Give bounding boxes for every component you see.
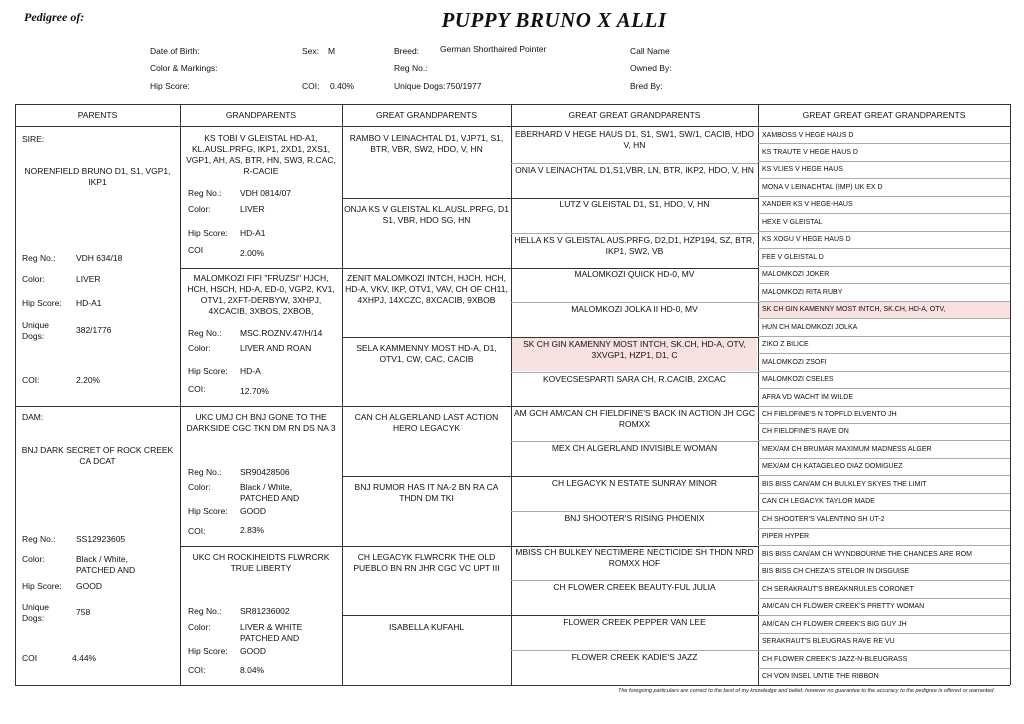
ggg-row-divider <box>758 283 1010 284</box>
grandparent-color-label: Color: <box>188 622 211 632</box>
ggg-grandparent-row: SK CH GIN KAMENNY MOST INTCH, SK.CH, HD-A, OTV, <box>759 301 1010 318</box>
sire-unique-value: 382/1776 <box>76 325 112 335</box>
gg-grandparent-name: BNJ SHOOTER'S RISING PHOENIX <box>564 513 705 523</box>
dam-hip-label: Hip Score: <box>22 581 62 591</box>
grandparent-hip-value: GOOD <box>240 506 266 516</box>
grandparent-color-value: LIVER & WHITE PATCHED AND <box>240 622 303 643</box>
ggg-grandparent-row: BIS BISS CAN/AM CH WYNDBOURNE THE CHANCES ARE ROM <box>762 550 972 558</box>
column-header-ggg-grandparents: GREAT GREAT GREAT GRANDPARENTS <box>802 110 966 120</box>
ggg-row-divider <box>758 371 1010 372</box>
ggg-row-divider <box>758 545 1010 546</box>
ggg-grandparent-row: CH FLOWER CREEK'S JAZZ-N-BLEUGRASS <box>762 655 908 663</box>
bred-by-label: Bred By: <box>630 81 663 91</box>
dam-label: DAM: <box>22 412 44 422</box>
ggg-row-divider <box>758 493 1010 494</box>
ggg-grandparent-row: MEX/AM CH BRUMAR MAXIMUM MADNESS ALGER <box>762 445 932 453</box>
ggg-row-divider <box>758 440 1010 441</box>
call-name-label: Call Name <box>630 46 670 56</box>
column-header-gg-grandparents: GREAT GREAT GRANDPARENTS <box>568 110 701 120</box>
grandparent-hip-label: Hip Score: <box>188 366 228 376</box>
disclaimer-footer: The foregoing particulars are correct to the best of my knowledge and belief, however no guarantee to the accuracy to the pedigree is offered or warranted. <box>618 688 995 694</box>
ggg-row-divider <box>758 458 1010 459</box>
sire-hip-value: HD-A1 <box>76 298 102 308</box>
grandparent-reg-label: Reg No.: <box>188 328 222 338</box>
ggg-row-divider <box>758 423 1010 424</box>
ggg-grandparent-row: MALOMKOZI ZSOFI <box>762 358 827 366</box>
ggg-row-divider <box>758 406 1010 407</box>
grandparent-reg-label: Reg No.: <box>188 467 222 477</box>
grandparent-reg-value: MSC.ROZNV.47/H/14 <box>240 328 323 338</box>
sire-color-value: LIVER <box>76 274 101 284</box>
ggg-grandparent-row: AM/CAN CH FLOWER CREEK'S PRETTY WOMAN <box>762 603 925 611</box>
grandparent-name: UKC UMJ CH BNJ GONE TO THE DARKSIDE CGC TKN DM RN DS NA 3 <box>186 412 336 433</box>
ggg-grandparent-row: MALOMKOZI JOKER <box>762 271 830 279</box>
grandparent-color-value: LIVER <box>240 204 265 214</box>
sire-coi-label: COI: <box>22 375 40 385</box>
ggg-grandparent-row: CH SHOOTER'S VALENTINO SH UT-2 <box>762 515 885 523</box>
grandparent-coi-label: COI <box>188 245 204 255</box>
ggg-grandparent-row: MALOMKOZI RITA RUBY <box>762 288 843 296</box>
ggg-row-divider <box>758 615 1010 616</box>
ggg-row-divider <box>758 475 1010 476</box>
ggg-grandparent-row: CAN CH LEGACYK TAYLOR MADE <box>762 498 875 506</box>
reg-no-label: Reg No.: <box>394 63 428 73</box>
ggg-grandparent-row: CH VON INSEL UNTIE THE RIBBON <box>762 673 879 681</box>
grandparent-coi-value: 8.04% <box>240 665 265 675</box>
grandparent-color-value: LIVER AND ROAN <box>240 343 312 353</box>
ggg-grandparent-row: MONA V LEINACHTAL (IMP) UK EX D <box>762 183 883 191</box>
dam-hip-value: GOOD <box>76 581 102 591</box>
column-header-parents: PARENTS <box>77 110 118 120</box>
ggg-row-divider <box>758 598 1010 599</box>
grandparent-reg-value: VDH 0814/07 <box>240 188 292 198</box>
ggg-row-divider <box>758 668 1010 669</box>
color-markings-label: Color & Markings: <box>150 63 218 73</box>
grandparent-reg-value: SR81236002 <box>240 606 290 616</box>
ggg-grandparent-row: SERAKRAUT'S BLEUGRAS RAVE RE VU <box>762 638 895 646</box>
gg-grandparent-name: MEX CH ALGERLAND INVISIBLE WOMAN <box>551 443 718 453</box>
gg-grandparent-name: AM GCH AM/CAN CH FIELDFINE'S BACK IN ACTION JH CGC ROMXX <box>513 408 756 429</box>
ggg-row-divider <box>758 178 1010 179</box>
great-grandparent-name: ISABELLA KUFAHL <box>388 622 465 632</box>
gg-grandparent-name: MALOMKOZI JOLKA II HD-0, MV <box>571 304 698 314</box>
hip-score-label: Hip Score: <box>150 81 190 91</box>
gg-grandparent-name: FLOWER CREEK KADIE'S JAZZ <box>571 652 698 662</box>
dam-reg-label: Reg No.: <box>22 534 56 544</box>
dam-color-value: Black / White, PATCHED AND <box>76 554 136 575</box>
gg-grandparent-name: EBERHARD V HEGE HAUS D1, S1, SW1, SW/1, CACIB, HDO V, HN <box>515 129 754 150</box>
gg-grandparent-name: MBISS CH BULKEY NECTIMERE NECTICIDE SH THDN NRD ROMXX HOF <box>515 547 754 568</box>
ggg-grandparent-row: BIS BISS CH CHEZA'S STELOR IN DISGUISE <box>762 568 910 576</box>
grandparent-hip-value: HD-A1 <box>240 228 266 238</box>
ggg-row-divider <box>758 336 1010 337</box>
ggg-grandparent-row: HEXE V GLEISTAL <box>762 218 823 226</box>
ggg-row-divider <box>758 563 1010 564</box>
ggg-grandparent-row: FEE V GLEISTAL D <box>762 253 824 261</box>
gg-grandparent-name: HELLA KS V GLEISTAL AUS.PRFG, D2,D1, HZP194, SZ, BTR, IKP1, SW2, VB <box>514 235 755 256</box>
ggg-grandparent-row: PIPER HYPER <box>762 533 810 541</box>
gg-grandparent-name: SK CH GIN KAMENNY MOST INTCH, SK.CH, HD-A, OTV, 3XVGP1, HZP1, D1, C <box>512 338 757 371</box>
column-header-great-grandparents: GREAT GRANDPARENTS <box>375 110 478 120</box>
gg-grandparent-name: LUTZ V GLEISTAL D1, S1, HDO, V, HN <box>559 199 710 209</box>
ggg-grandparent-row: XANDER KS V HEGE-HAUS <box>762 201 853 209</box>
grandparent-color-label: Color: <box>188 204 211 214</box>
breed-value: German Shorthaired Pointer <box>440 44 547 54</box>
grandparent-reg-label: Reg No.: <box>188 606 222 616</box>
sire-reg-value: VDH 634/18 <box>76 253 123 263</box>
coi-label: COI: <box>302 81 320 91</box>
breed-label: Breed: <box>394 46 420 56</box>
ggg-row-divider <box>758 580 1010 581</box>
sire-name: NORENFIELD BRUNO D1, S1, VGP1, IKP1 <box>24 166 171 187</box>
grandparent-hip-label: Hip Score: <box>188 228 228 238</box>
ggg-row-divider <box>758 528 1010 529</box>
ggg-grandparent-row: KS TRAUTE V HEGE HAUS D <box>762 148 858 156</box>
ggg-grandparent-row: KS XOGU V HEGE HAUS D <box>762 236 851 244</box>
grandparent-color-value: Black / White, PATCHED AND <box>240 482 300 503</box>
ggg-row-divider <box>758 388 1010 389</box>
dam-reg-value: SS12923605 <box>76 534 126 544</box>
grandparent-coi-value: 2.00% <box>240 248 265 258</box>
great-grandparent-name: CAN CH ALGERLAND LAST ACTION HERO LEGACYK <box>354 412 499 433</box>
great-grandparent-name: RAMBO V LEINACHTAL D1, VJP71, S1, BTR, VBR, SW2, HDO, V, HN <box>349 133 504 154</box>
dam-coi-value: 4.44% <box>72 653 97 663</box>
grandparent-reg-value: SR90428506 <box>240 467 290 477</box>
grandparent-coi-label: COI: <box>188 526 206 536</box>
grandparent-color-label: Color: <box>188 343 211 353</box>
grandparent-hip-value: HD-A <box>240 366 261 376</box>
page-title: PUPPY BRUNO X ALLI <box>441 8 667 32</box>
dam-coi-label: COI <box>22 653 38 663</box>
sire-hip-label: Hip Score: <box>22 298 62 308</box>
ggg-row-divider <box>758 143 1010 144</box>
great-grandparent-name: ZENIT MALOMKOZI INTCH, HJCH, HCH, HD-A, VKV, IKP, OTV1, VAV, CH OF CH11, 4XHPJ, 14XCZC, 8XCACIB, 9XBOB <box>345 273 508 305</box>
dam-unique-label: Unique Dogs: <box>22 602 49 623</box>
gg-grandparent-name: CH FLOWER CREEK BEAUTY-FUL JULIA <box>553 582 716 592</box>
ggg-grandparent-row: KS VLIES V HEGE HAUS <box>762 166 843 174</box>
ggg-row-divider <box>758 161 1010 162</box>
grandparent-name: MALOMKOZI FIFI "FRUZSI" HJCH, HCH, HSCH, HD-A, ED-0, VGP2, KV1, OTV1, 2XFT-DERBYW, 3XHPJ, 4XCACIB, 3XBOS, 2XBOB, <box>187 273 335 316</box>
ggg-grandparent-row: CH FIELDFINE'S N TOPFLD ELVENTO JH <box>762 411 897 418</box>
great-grandparent-name: SELA KAMMENNY MOST HD-A, D1, OTV1, CW, CAC, CACIB <box>356 343 497 364</box>
gg-grandparent-name: CH LEGACYK N ESTATE SUNRAY MINOR <box>551 478 718 488</box>
grandparent-hip-label: Hip Score: <box>188 646 228 656</box>
owned-by-label: Owned By: <box>630 63 672 73</box>
great-grandparent-name: ONJA KS V GLEISTAL KL.AUSL.PRFG, D1 S1, VBR, HDO SG, HN <box>344 204 509 225</box>
ggg-grandparent-row: XAMBOSS V HEGE HAUS D <box>762 131 854 139</box>
ggg-row-divider <box>758 266 1010 267</box>
ggg-row-divider <box>758 318 1010 319</box>
ggg-grandparent-row: BIS BISS CAN/AM CH BULKLEY SKYES THE LIMIT <box>762 480 927 488</box>
gg-grandparent-name: ONIA V LEINACHTAL D1,S1,VBR, LN, BTR, IKP2, HDO, V, HN <box>515 165 754 175</box>
great-grandparent-name: BNJ RUMOR HAS IT NA-2 BN RA CA THDN DM TKI <box>354 482 499 503</box>
sire-color-label: Color: <box>22 274 45 284</box>
unique-dogs-value: 750/1977 <box>446 81 482 91</box>
coi-value: 0.40% <box>330 81 355 91</box>
ggg-grandparent-row: MEX/AM CH KATAGELEO DIAZ DOMIGUEZ <box>762 463 903 471</box>
grandparent-name: UKC CH ROCKIHEIDTS FLWRCRK TRUE LIBERTY <box>192 552 330 573</box>
ggg-row-divider <box>758 650 1010 651</box>
ggg-row-divider <box>758 231 1010 232</box>
dam-color-label: Color: <box>22 554 45 564</box>
sire-unique-label: Unique Dogs: <box>22 320 49 341</box>
ggg-grandparent-row: AFRA VD WACHT IM WILDE <box>762 393 854 401</box>
ggg-row-divider <box>758 196 1010 197</box>
ggg-grandparent-row: AM/CAN CH FLOWER CREEK'S BIG GUY JH <box>762 620 907 628</box>
ggg-row-divider <box>758 301 1010 302</box>
grandparent-coi-label: COI: <box>188 665 206 675</box>
grandparent-coi-label: COI: <box>188 384 206 394</box>
dam-unique-value: 758 <box>76 607 91 617</box>
grandparent-hip-value: GOOD <box>240 646 266 656</box>
dam-name: BNJ DARK SECRET OF ROCK CREEK CA DCAT <box>21 445 174 466</box>
ggg-row-divider <box>758 353 1010 354</box>
grandparent-name: KS TOBI V GLEISTAL HD-A1, KL.AUSL.PRFG, IKP1, 2XD1, 2XS1, VGP1, AH, AS, BTR, HN, SW3, R.CAC, R-CACIE <box>186 133 336 176</box>
grandparent-reg-label: Reg No.: <box>188 188 222 198</box>
grandparent-hip-label: Hip Score: <box>188 506 228 516</box>
ggg-grandparent-row: ZIKO Z BILICE <box>762 341 809 349</box>
pedigree-of-label: Pedigree of: <box>24 10 85 24</box>
sire-coi-value: 2.20% <box>76 375 101 385</box>
grandparent-coi-value: 2.83% <box>240 525 265 535</box>
ggg-grandparent-row: HUN CH MALOMKOZI JOLKA <box>762 323 858 331</box>
ggg-grandparent-row: MALOMKOZI CSELES <box>762 376 834 384</box>
dob-label: Date of Birth: <box>150 46 200 56</box>
gg-grandparent-name: KOVECSESPARTI SARA CH, R.CACIB, 2XCAC <box>543 374 726 384</box>
ggg-row-divider <box>758 213 1010 214</box>
great-grandparent-name: CH LEGACYK FLWRCRK THE OLD PUEBLO BN RN JHR CGC VC UPT III <box>353 552 500 573</box>
ggg-grandparent-row: CH SERAKRAUT'S BREAKNRULES CORONET <box>762 585 914 593</box>
ggg-row-divider <box>758 248 1010 249</box>
ggg-grandparent-row: CH FIELDFINE'S RAVE ON <box>762 428 849 436</box>
grandparent-coi-value: 12.70% <box>240 386 269 396</box>
column-header-grandparents: GRANDPARENTS <box>225 110 297 120</box>
unique-dogs-label: Unique Dogs: <box>394 81 446 91</box>
ggg-row-divider <box>758 633 1010 634</box>
sex-label: Sex: <box>302 46 320 56</box>
sire-label: SIRE: <box>22 134 45 144</box>
gg-grandparent-name: MALOMKOZI QUICK HD-0, MV <box>574 269 695 279</box>
sex-value: M <box>328 46 336 56</box>
sire-reg-label: Reg No.: <box>22 253 56 263</box>
ggg-row-divider <box>758 510 1010 511</box>
gg-grandparent-name: FLOWER CREEK PEPPER VAN LEE <box>563 617 706 627</box>
grandparent-color-label: Color: <box>188 482 211 492</box>
